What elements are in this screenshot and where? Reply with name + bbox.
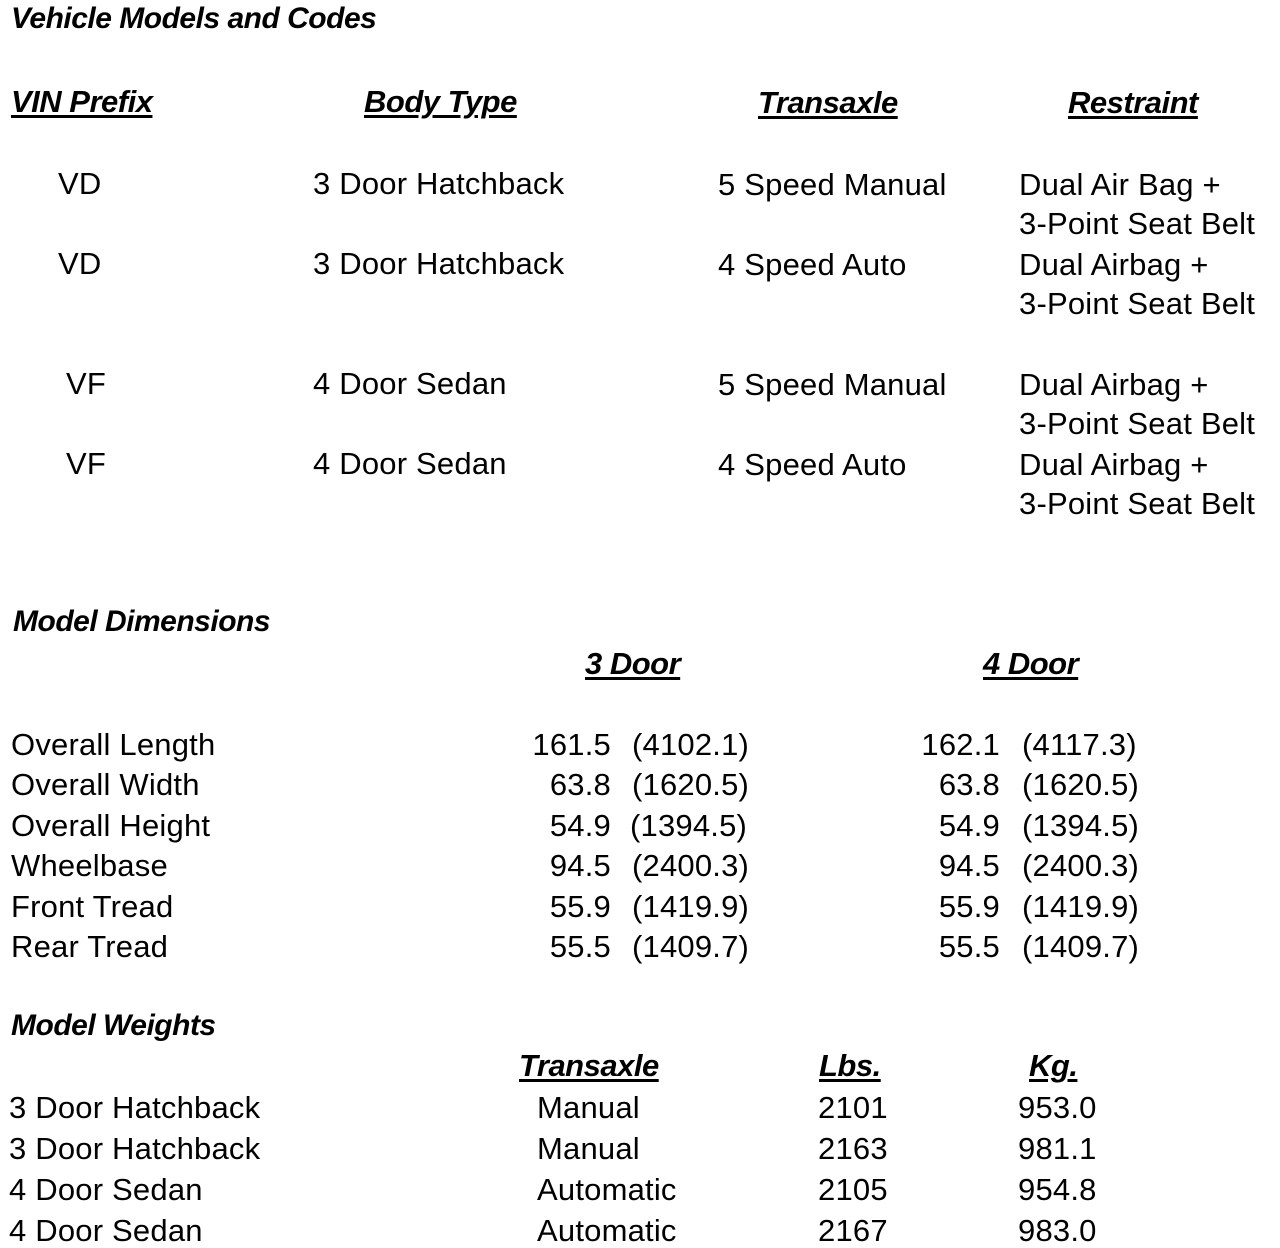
dimension-row-6-3door-mm: (1409.7): [632, 929, 750, 964]
models-section-title: Vehicle Models and Codes: [11, 2, 377, 35]
weight-row-3-transaxle: Automatic: [537, 1172, 677, 1207]
weight-row-2-transaxle: Manual: [537, 1131, 640, 1166]
dimension-row-4-3door-mm: (2400.3): [632, 848, 750, 883]
dimension-row-5-label: Front Tread: [11, 889, 174, 924]
dimension-row-3-4door-mm: (1394.5): [1022, 808, 1140, 843]
restraint-header: Restraint: [1068, 85, 1198, 120]
dimension-row-1-3door-in: 161.5: [532, 727, 611, 762]
dimension-row-1-4door-mm: (4117.3): [1022, 727, 1137, 762]
model-row-4-restraint-line2: 3-Point Seat Belt: [1019, 486, 1256, 521]
model-row-3-body: 4 Door Sedan: [313, 366, 507, 401]
model-row-1-vin: VD: [58, 166, 102, 201]
model-row-2-vin: VD: [58, 246, 102, 281]
body-type-header: Body Type: [364, 84, 517, 119]
dimension-row-3-4door-in: 54.9: [938, 808, 1000, 843]
dimension-row-1-3door-mm: (4102.1): [632, 727, 750, 762]
dimension-row-2-4door-mm: (1620.5): [1022, 767, 1140, 802]
model-row-3-restraint-line1: Dual Airbag +: [1019, 367, 1209, 402]
dimension-row-1-4door-in: 162.1: [921, 727, 1000, 762]
dimension-row-2-4door-in: 63.8: [938, 767, 1000, 802]
model-row-2-restraint-line1: Dual Airbag +: [1019, 247, 1209, 282]
model-row-4-transaxle: 4 Speed Auto: [718, 447, 907, 482]
model-row-1-body: 3 Door Hatchback: [313, 166, 565, 201]
dimension-row-4-4door-in: 94.5: [938, 848, 1000, 883]
weight-row-3-model: 4 Door Sedan: [9, 1172, 203, 1207]
weight-row-1-kg: 953.0: [1018, 1090, 1097, 1125]
weights-lbs-header: Lbs.: [819, 1048, 881, 1083]
model-row-4-vin: VF: [66, 446, 107, 481]
weight-row-2-model: 3 Door Hatchback: [9, 1131, 261, 1166]
model-row-3-vin: VF: [66, 366, 107, 401]
weight-row-3-kg: 954.8: [1018, 1172, 1097, 1207]
weights-section-title: Model Weights: [11, 1009, 216, 1042]
dimension-row-6-4door-in: 55.5: [938, 929, 1000, 964]
weight-row-2-kg: 981.1: [1018, 1131, 1097, 1166]
dimension-row-3-3door-mm: (1394.5): [630, 808, 748, 843]
dimension-row-6-label: Rear Tread: [11, 929, 169, 964]
dimension-row-6-3door-in: 55.5: [549, 929, 611, 964]
three-door-header: 3 Door: [585, 646, 681, 681]
model-row-2-restraint-line2: 3-Point Seat Belt: [1019, 286, 1256, 321]
model-row-1-restraint-line1: Dual Air Bag +: [1019, 167, 1221, 202]
model-row-3-transaxle: 5 Speed Manual: [718, 367, 947, 402]
dimension-row-5-4door-mm: (1419.9): [1022, 889, 1140, 924]
dimension-row-1-label: Overall Length: [11, 727, 216, 762]
dimension-row-2-label: Overall Width: [11, 767, 200, 802]
dimension-row-4-label: Wheelbase: [11, 848, 168, 883]
model-row-2-body: 3 Door Hatchback: [313, 246, 565, 281]
model-row-2-transaxle: 4 Speed Auto: [718, 247, 907, 282]
model-row-4-body: 4 Door Sedan: [313, 446, 507, 481]
weight-row-3-lbs: 2105: [818, 1172, 888, 1207]
weights-transaxle-header: Transaxle: [519, 1048, 659, 1083]
dimension-row-3-label: Overall Height: [11, 808, 211, 843]
model-row-1-transaxle: 5 Speed Manual: [718, 167, 947, 202]
weights-kg-header: Kg.: [1029, 1048, 1078, 1083]
dimension-row-5-3door-in: 55.9: [549, 889, 611, 924]
dimension-row-2-3door-in: 63.8: [549, 767, 611, 802]
weight-row-1-model: 3 Door Hatchback: [9, 1090, 261, 1125]
dimensions-section-title: Model Dimensions: [13, 605, 271, 638]
dimension-row-5-3door-mm: (1419.9): [632, 889, 750, 924]
vin-prefix-header: VIN Prefix: [11, 84, 153, 119]
model-row-4-restraint-line1: Dual Airbag +: [1019, 447, 1209, 482]
dimension-row-6-4door-mm: (1409.7): [1022, 929, 1140, 964]
dimension-row-4-3door-in: 94.5: [549, 848, 611, 883]
dimension-row-5-4door-in: 55.9: [938, 889, 1000, 924]
dimension-row-3-3door-in: 54.9: [549, 808, 611, 843]
model-row-1-restraint-line2: 3-Point Seat Belt: [1019, 206, 1256, 241]
dimension-row-4-4door-mm: (2400.3): [1022, 848, 1140, 883]
weight-row-4-kg: 983.0: [1018, 1213, 1097, 1248]
weight-row-1-transaxle: Manual: [537, 1090, 640, 1125]
weight-row-4-model: 4 Door Sedan: [9, 1213, 203, 1248]
transaxle-header: Transaxle: [758, 85, 898, 120]
weight-row-1-lbs: 2101: [818, 1090, 888, 1125]
model-row-3-restraint-line2: 3-Point Seat Belt: [1019, 406, 1256, 441]
four-door-header: 4 Door: [983, 646, 1079, 681]
weight-row-2-lbs: 2163: [818, 1131, 888, 1166]
weight-row-4-transaxle: Automatic: [537, 1213, 677, 1248]
weight-row-4-lbs: 2167: [818, 1213, 888, 1248]
dimension-row-2-3door-mm: (1620.5): [632, 767, 750, 802]
